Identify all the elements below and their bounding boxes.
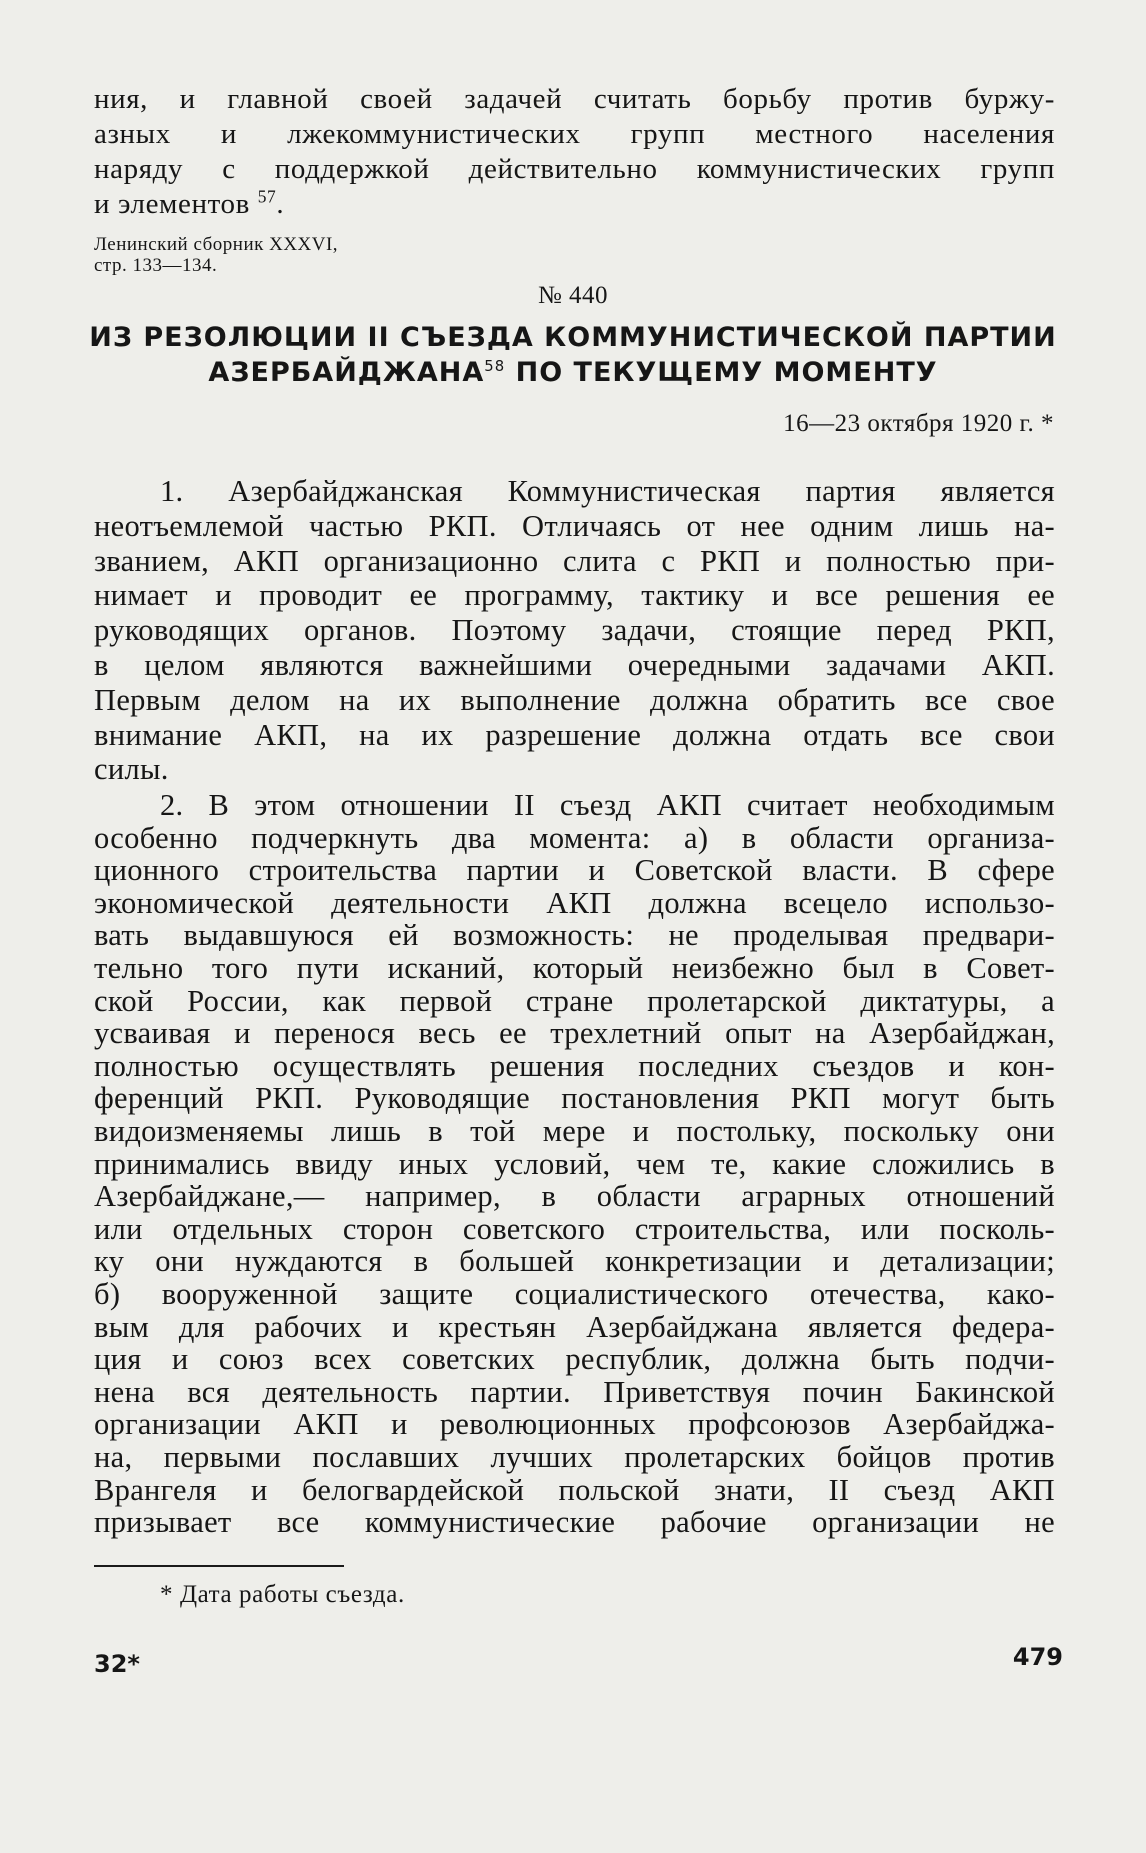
paragraph-line: полностью осуществлять решения последних съездов и кон- bbox=[94, 1048, 1055, 1083]
paragraph-line: или отдельных сторон советского строительства, или посколь- bbox=[94, 1211, 1055, 1246]
paragraph-line: нимает и проводит ее программу, тактику и все решения ее bbox=[94, 578, 1055, 613]
paragraph-line: Врангеля и белогвардейской польской знати, II съезд АКП bbox=[94, 1472, 1055, 1507]
footnote-separator bbox=[94, 1565, 344, 1567]
paragraph-line: видоизменяемы лишь в той мере и постольку, поскольку они bbox=[94, 1114, 1055, 1148]
continuation-line: ния, и главной своей задачей считать борьбу против буржу- bbox=[94, 83, 1055, 115]
paragraph-line: неотъемлемой частью РКП. Отличаясь от нее одним лишь на- bbox=[94, 508, 1055, 543]
continuation-line: азных и лжекоммунистических групп местного населения bbox=[94, 118, 1055, 150]
paragraph-line: ционного строительства партии и Советской власти. В сфере bbox=[94, 853, 1055, 888]
paragraph-line: 1. Азербайджанская Коммунистическая партия является bbox=[160, 474, 1055, 508]
paragraph-line: руководящих органов. Поэтому задачи, стоящие перед РКП, bbox=[94, 613, 1055, 648]
paragraph-line: организации АКП и революционных профсоюзов Азербайджа- bbox=[94, 1407, 1055, 1442]
paragraph-line: тельно того пути исканий, который неизбежно был в Совет- bbox=[94, 951, 1055, 985]
paragraph-line: 2. В этом отношении II съезд АКП считает необходимым bbox=[160, 788, 1055, 822]
source-citation-line1: Ленинский сборник XXXVI, bbox=[94, 234, 339, 255]
paragraph-line: нена вся деятельность партии. Приветствуя почин Бакинской bbox=[94, 1374, 1055, 1409]
paragraph-line: экономической деятельности АКП должна всецело использо- bbox=[94, 885, 1055, 920]
paragraph-line: силы. bbox=[94, 752, 169, 787]
paragraph-line: вым для рабочих и крестьян Азербайджана является федера- bbox=[94, 1309, 1055, 1344]
document-date: 16—23 октября 1920 г. * bbox=[783, 410, 1054, 437]
footnote-ref: 57 bbox=[257, 186, 277, 207]
paragraph-line: ференций РКП. Руководящие постановления РКП могут быть bbox=[94, 1081, 1055, 1116]
paragraph-line: ку они нуждаются в большей конкретизации и детализации; bbox=[94, 1244, 1055, 1279]
paragraph-line: Первым делом на их выполнение должна обратить все свое bbox=[94, 682, 1055, 717]
signature-mark: 32* bbox=[94, 1650, 140, 1678]
page-number: 479 bbox=[1012, 1643, 1063, 1671]
continuation-line: наряду с поддержкой действительно коммунистических групп bbox=[94, 153, 1055, 185]
document-title-line1: ИЗ РЕЗОЛЮЦИИ II СЪЕЗДА КОММУНИСТИЧЕСКОЙ ПАРТИИ bbox=[89, 322, 1057, 353]
paragraph-line: внимание АКП, на их разрешение должна отдать все свои bbox=[94, 717, 1055, 752]
paragraph-line: званием, АКП организационно слита с РКП и полностью при- bbox=[94, 543, 1055, 578]
document-title-line2: АЗЕРБАЙДЖАНА$^{58}$ ПО ТЕКУЩЕМУ МОМЕНТУ bbox=[208, 357, 938, 388]
paragraph-line: вать выдавшуюся ей возможность: не проделывая предвари- bbox=[94, 918, 1055, 953]
footnote-text: * Дата работы съезда. bbox=[160, 1581, 405, 1608]
title-footnote-ref: 58 bbox=[484, 357, 506, 375]
paragraph-line: Азербайджане,— например, в области аграрных отношений bbox=[94, 1179, 1055, 1214]
paragraph-line: ция и союз всех советских республик, должна быть подчи- bbox=[94, 1342, 1055, 1377]
paragraph-line: особенно подчеркнуть два момента: а) в области организа- bbox=[94, 820, 1055, 855]
document-number: № 440 bbox=[537, 282, 609, 309]
paragraph-line: усваивая и перенося весь ее трехлетний опыт на Азербайджан, bbox=[94, 1016, 1055, 1051]
paragraph-line: ской России, как первой стране пролетарской диктатуры, а bbox=[94, 983, 1055, 1018]
paragraph-line: призывает все коммунистические рабочие организации не bbox=[94, 1505, 1055, 1540]
paragraph-line: б) вооруженной защите социалистического отечества, како- bbox=[94, 1277, 1055, 1311]
paragraph-line: на, первыми пославших лучших пролетарских бойцов против bbox=[94, 1440, 1055, 1474]
source-citation-line2: стр. 133—134. bbox=[94, 255, 218, 276]
paragraph-line: в целом являются важнейшими очередными задачами АКП. bbox=[94, 648, 1055, 682]
continuation-last-line: и элементов $^{57}$. bbox=[94, 186, 285, 220]
paragraph-line: принимались ввиду иных условий, чем те, какие сложились в bbox=[94, 1146, 1055, 1181]
